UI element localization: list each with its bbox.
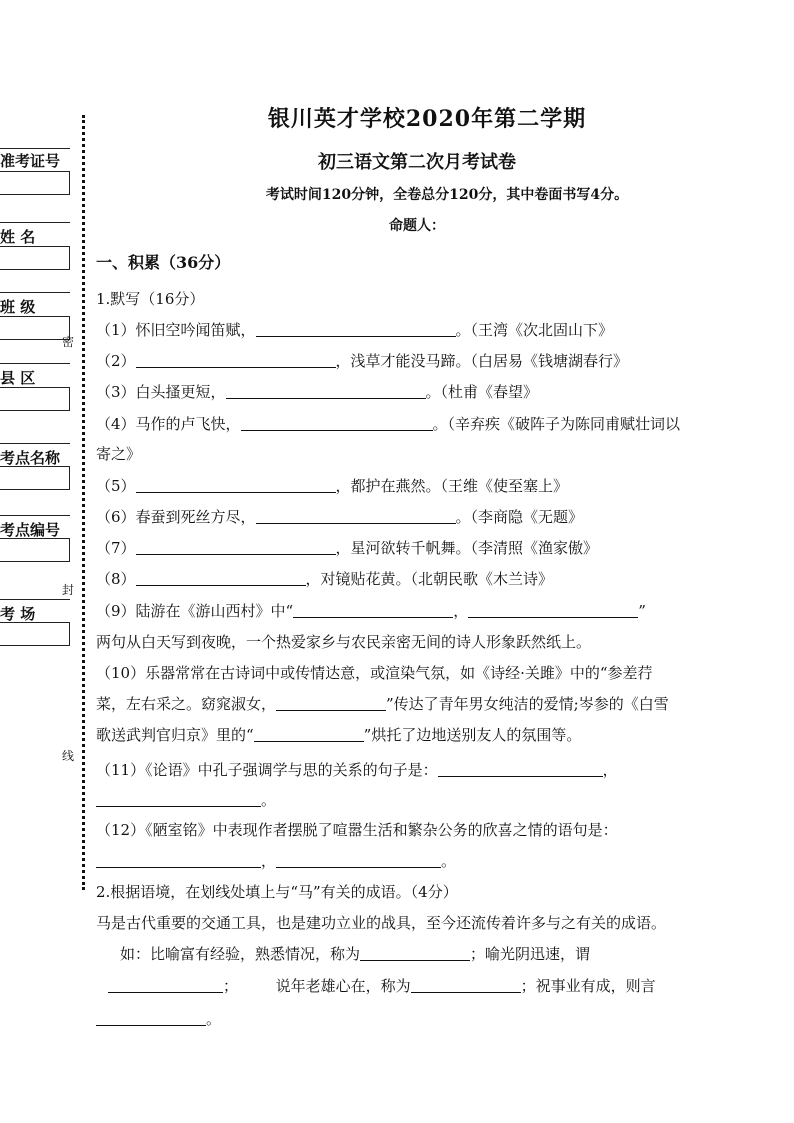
- q1-item-4: （4）马作的卢飞快， 。（辛弃疾《破阵子为陈同甫赋壮词以: [96, 415, 681, 433]
- q2-line-2: ； 说年老雄心在，称为 ；祝事业有成，则言: [108, 975, 656, 996]
- q1-item-10: （10）乐器常常在古诗词中或传情达意，或渲染气氛，如《诗经·关雎》中的“参差荇: [96, 664, 653, 682]
- answer-blank[interactable]: [136, 539, 336, 555]
- site-name-label: 考点名称: [0, 449, 61, 467]
- answer-blank[interactable]: [360, 945, 470, 961]
- q1-item-10-cont: 菜，左右采之。窈窕淑女， ”传达了青年男女纯洁的爱情;岑参的《白雪: [96, 695, 669, 713]
- answer-blank[interactable]: [226, 383, 426, 399]
- answer-blank[interactable]: [254, 726, 364, 742]
- answer-blank[interactable]: [468, 602, 638, 618]
- room-field[interactable]: [0, 622, 70, 646]
- q1-item-3: （3）白头搔更短， 。（杜甫《春望》: [96, 383, 539, 401]
- q1-item-11: （11）《论语》中孔子强调学与思的关系的句子是： ，: [96, 761, 618, 779]
- author-line: 命题人：: [389, 218, 445, 234]
- room-label: 考 场: [0, 605, 36, 623]
- q1-item-6: （6）春蚕到死丝方尽， 。（李商隐《无题》: [96, 508, 584, 526]
- exam-info: 考试时间120分钟，全卷总分120分，其中卷面书写4分。: [265, 187, 629, 203]
- q1-item-12: （12）《陋室铭》中表现作者摆脱了喧嚣生活和繁杂公务的欣喜之情的语句是：: [96, 821, 618, 839]
- q2-intro: 马是古代重要的交通工具，也是建功立业的战具，至今还流传着许多与之有关的成语。: [96, 914, 667, 932]
- section-title: 一、积累（36分）: [96, 253, 231, 272]
- q1-item-2: （2） ，浅草才能没马蹄。（白居易《钱塘湖春行》: [96, 352, 629, 370]
- q1-item-8: （8） ，对镜贴花黄。（北朝民歌《木兰诗》: [96, 570, 554, 588]
- district-top-rule: [0, 363, 70, 364]
- site-number-top-rule: [0, 515, 70, 516]
- answer-blank[interactable]: [293, 602, 453, 618]
- district-label: 县 区: [0, 369, 36, 387]
- q2-title: 2.根据语境，在划线处填上与“马”有关的成语。（4分）: [96, 883, 458, 901]
- site-number-field[interactable]: [0, 538, 70, 562]
- q2-line-3: 。: [96, 1008, 221, 1029]
- class-label: 班 级: [0, 298, 36, 316]
- answer-blank[interactable]: [256, 508, 456, 524]
- q1-item-11-cont: 。: [96, 789, 276, 810]
- room-top-rule: [0, 599, 70, 600]
- q1-item-1: （1）怀旧空吟闻笛赋， 。（王湾《次北固山下》: [96, 321, 614, 339]
- exam-id-label: 准考证号: [0, 152, 61, 170]
- answer-blank[interactable]: [438, 761, 603, 777]
- answer-blank[interactable]: [96, 791, 261, 807]
- class-field[interactable]: [0, 316, 70, 340]
- district-field[interactable]: [0, 387, 70, 411]
- exam-title: 初三语文第二次月考试卷: [318, 152, 516, 173]
- site-name-field[interactable]: [0, 466, 70, 490]
- seal-char-mi: 密: [62, 335, 75, 349]
- answer-blank[interactable]: [276, 852, 441, 868]
- name-field[interactable]: [0, 246, 70, 270]
- answer-blank[interactable]: [108, 977, 223, 993]
- school-title: 银川英才学校2020年第二学期: [267, 106, 587, 132]
- answer-blank[interactable]: [241, 415, 433, 431]
- answer-blank[interactable]: [136, 570, 306, 586]
- q1-item-12-cont: ， 。: [96, 850, 456, 871]
- q1-item-7: （7） ，星河欲转千帆舞。（李清照《渔家傲》: [96, 539, 599, 557]
- answer-blank[interactable]: [136, 477, 336, 493]
- q1-item-4-cont: 寄之》: [96, 445, 142, 463]
- answer-blank[interactable]: [136, 352, 336, 368]
- answer-blank[interactable]: [96, 852, 261, 868]
- q2-line-1: 如：比喻富有经验，熟悉情况，称为 ；喻光阴迅速，谓: [120, 945, 591, 963]
- q1-item-9-cont: 两句从白天写到夜晚，一个热爱家乡与农民亲密无间的诗人形象跃然纸上。: [96, 633, 592, 651]
- answer-blank[interactable]: [276, 695, 386, 711]
- answer-blank[interactable]: [411, 977, 521, 993]
- answer-blank[interactable]: [256, 321, 456, 337]
- site-number-label: 考点编号: [0, 521, 61, 539]
- answer-blank[interactable]: [96, 1010, 206, 1026]
- seal-char-xian: 线: [62, 749, 75, 763]
- site-name-top-rule: [0, 443, 70, 444]
- q1-item-10-cont2: 歌送武判官归京》里的“ ”烘托了边地送别友人的氛围等。: [96, 726, 582, 744]
- q1-item-9: （9）陆游在《游山西村》中“ ， ”: [96, 602, 646, 620]
- seal-char-feng: 封: [62, 583, 75, 597]
- class-top-rule: [0, 292, 70, 293]
- name-label: 姓 名: [0, 228, 36, 246]
- q1-title: 1.默写（16分）: [96, 290, 205, 308]
- q1-item-5: （5） ，都护在燕然。（王维《使至塞上》: [96, 477, 569, 495]
